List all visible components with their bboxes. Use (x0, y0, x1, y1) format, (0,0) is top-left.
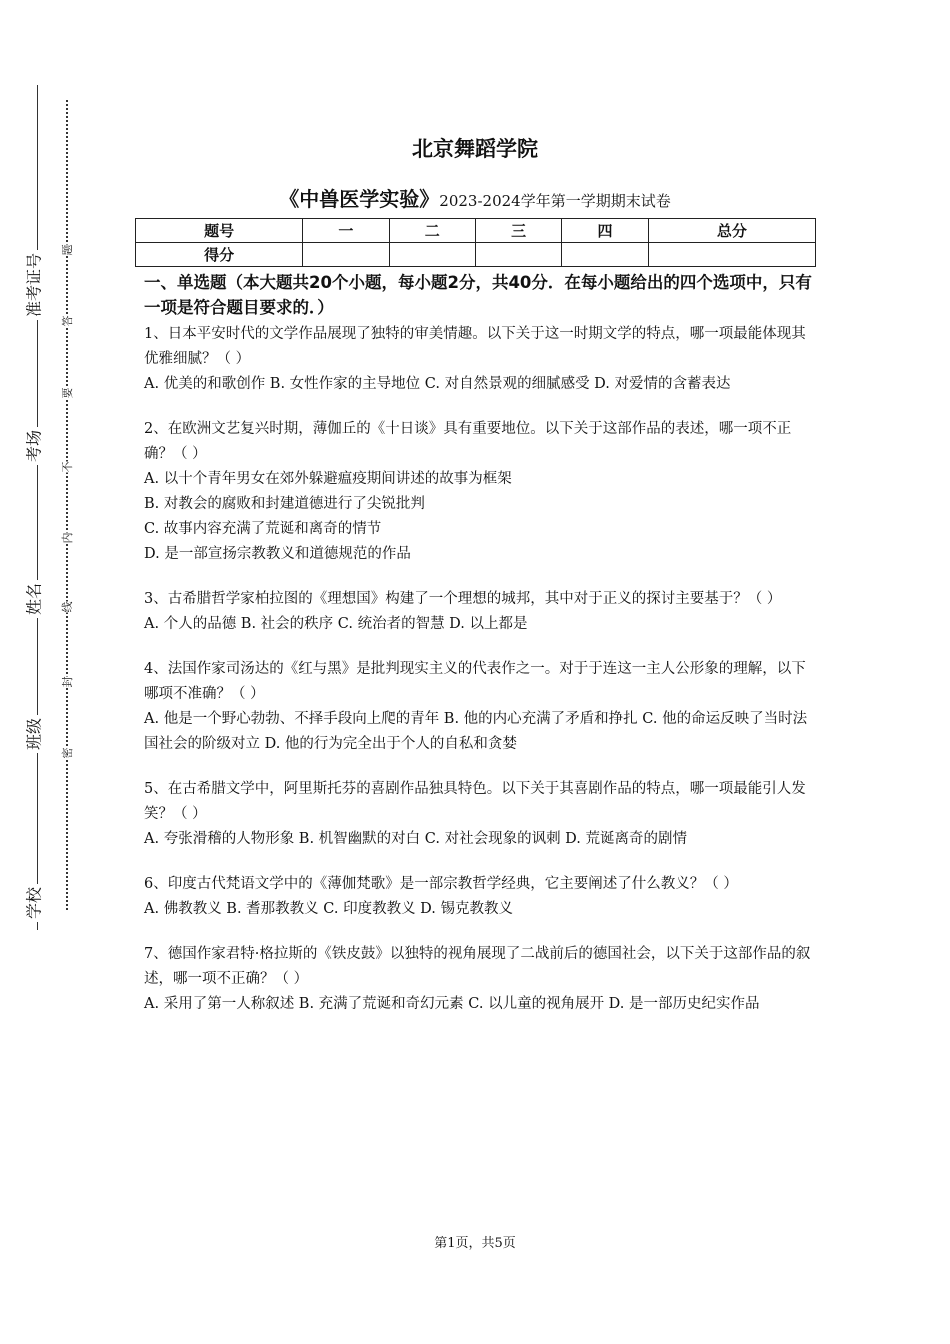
question-item (144, 777, 820, 852)
question-text: 5、在古希腊文学中，阿里斯托芬的喜剧作品独具特色。以下关于其喜剧作品的特点，哪一项最能引人发笑？（ ） (144, 781, 806, 822)
score-table-score-row (136, 243, 816, 267)
seal-char: 线 (58, 602, 76, 613)
score-row-label: 得分 (136, 243, 303, 267)
question-item (144, 942, 820, 1017)
question-option: A. 以十个青年男女在郊外躲避瘟疫期间讲述的故事为框架 (144, 471, 512, 487)
question-option: C. 故事内容充满了荒诞和离奇的情节 (144, 521, 382, 537)
question-text: 3、古希腊哲学家柏拉图的《理想国》构建了一个理想的城邦，其中对于正义的探讨主要基于？（ ） (144, 591, 782, 607)
score-header-cell: 三 (475, 219, 561, 243)
seal-char: 要 (58, 388, 76, 399)
field-class: 班级 (22, 715, 45, 753)
question-options: A. 采用了第一人称叙述 B. 充满了荒诞和奇幻元素 C. 以儿童的视角展开 D. 是一部历史纪实作品 (144, 996, 760, 1012)
question-options: A. 个人的品德 B. 社会的秩序 C. 统治者的智慧 D. 以上都是 (144, 616, 528, 632)
field-exam-room: 考场 (22, 427, 45, 465)
question-text: 4、法国作家司汤达的《红与黑》是批判现实主义的代表作之一。对于于连这一主人公形象的理解，以下哪项不准确？（ ） (144, 661, 806, 702)
question-item (144, 872, 820, 922)
score-table-header-row (136, 219, 816, 243)
course-name: 《中兽医学实验》 (279, 187, 440, 211)
score-header-cell: 题号 (136, 219, 303, 243)
exam-content (144, 270, 820, 1037)
exam-subtitle (0, 183, 950, 212)
page-footer: 第1页，共5页 (434, 1236, 516, 1251)
question-text: 7、德国作家君特·格拉斯的《铁皮鼓》以独特的视角展现了二战前后的德国社会，以下关于这部作品的叙述，哪一项不正确？（ ） (144, 946, 811, 987)
field-school: 学校 (22, 884, 45, 922)
field-exam-number: 准考证号 (22, 250, 45, 320)
score-header-cell: 一 (303, 219, 389, 243)
score-table (135, 218, 816, 267)
question-item (144, 657, 820, 757)
question-text: 6、印度古代梵语文学中的《薄伽梵歌》是一部宗教哲学经典，它主要阐述了什么教义？（ ） (144, 876, 738, 892)
seal-char: 不 (58, 462, 76, 473)
question-options: A. 他是一个野心勃勃、不择手段向上爬的青年 B. 他的内心充满了矛盾和挣扎 C. 他的命运反映了当时法国社会的阶级对立 D. 他的行为完全出于个人的自私和贪婪 (144, 711, 808, 752)
question-options: A. 优美的和歌创作 B. 女性作家的主导地位 C. 对自然景观的细腻感受 D. 对爱情的含蓄表达 (144, 376, 731, 392)
score-cell (475, 243, 561, 267)
seal-dotted-line (66, 100, 68, 910)
question-item (144, 417, 820, 567)
exam-term: 2023-2024学年第一学期期末试卷 (439, 192, 671, 210)
seal-char: 内 (58, 533, 76, 544)
question-item (144, 322, 820, 397)
seal-char: 答 (58, 316, 76, 327)
question-options: A. 佛教教义 B. 耆那教教义 C. 印度教教义 D. 锡克教教义 (144, 901, 514, 917)
school-title: 北京舞蹈学院 (412, 137, 538, 161)
score-cell (389, 243, 475, 267)
question-option: B. 对教会的腐败和封建道德进行了尖锐批判 (144, 496, 425, 512)
question-item (144, 587, 820, 637)
seal-char: 密 (58, 748, 76, 759)
question-options: A. 夸张滑稽的人物形象 B. 机智幽默的对白 C. 对社会现象的讽刺 D. 荒诞离奇的剧情 (144, 831, 688, 847)
score-header-cell: 四 (562, 219, 648, 243)
question-text: 1、日本平安时代的文学作品展现了独特的审美情趣。以下关于这一时期文学的特点，哪一项最能体现其优雅细腻？（ ） (144, 326, 806, 367)
score-cell (648, 243, 815, 267)
score-header-cell: 二 (389, 219, 475, 243)
field-name: 姓名 (22, 580, 45, 618)
score-header-cell: 总分 (648, 219, 815, 243)
question-text: 2、在欧洲文艺复兴时期，薄伽丘的《十日谈》具有重要地位。以下关于这部作品的表述，哪一项不正确？（ ） (144, 421, 792, 462)
score-cell (562, 243, 648, 267)
seal-char: 题 (58, 245, 76, 256)
score-cell (303, 243, 389, 267)
section-title: 一、单选题（本大题共20个小题，每小题2分，共40分．在每小题给出的四个选项中，只有一项是符合题目要求的．） (144, 273, 812, 317)
question-option: D. 是一部宣扬宗教教义和道德规范的作品 (144, 546, 411, 562)
seal-char: 封 (58, 677, 76, 688)
